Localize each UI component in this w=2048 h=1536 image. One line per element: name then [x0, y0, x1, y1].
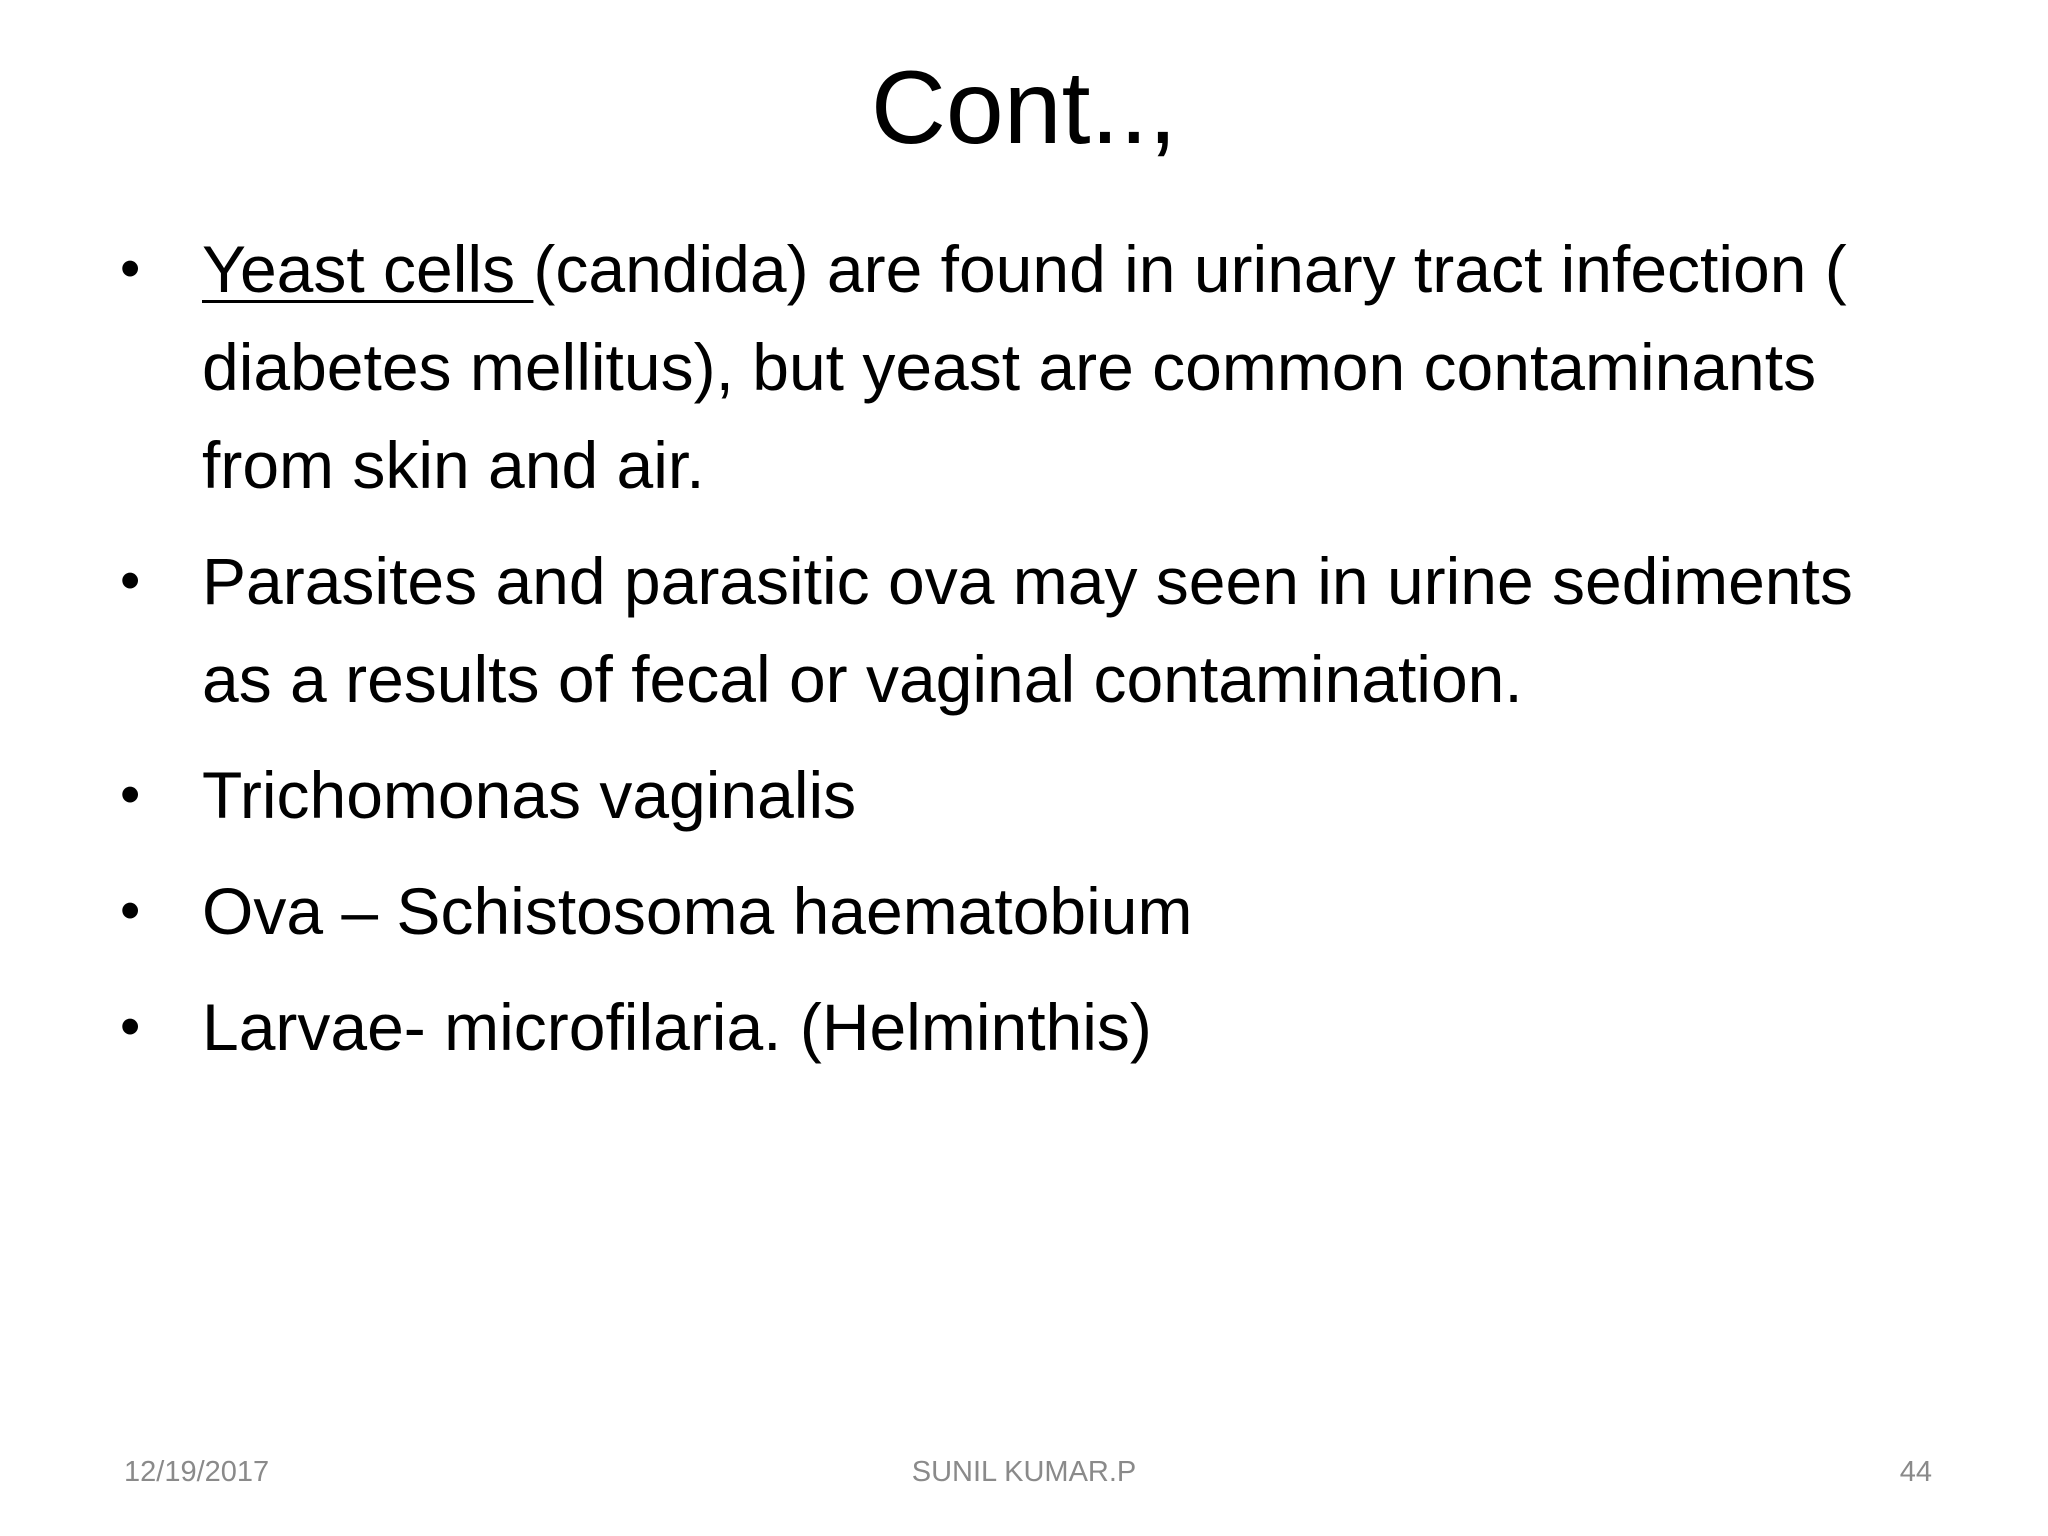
bullet-icon: • [120, 762, 141, 827]
bullet-text: Larvae- microfilaria. (Helminthis) [202, 990, 1152, 1064]
bullet-item-ova [120, 862, 1920, 960]
slide-title: Cont.., [870, 50, 1178, 166]
bullet-list [120, 220, 1920, 1094]
footer-date: 12/19/2017 [124, 1456, 270, 1488]
bullet-item-yeast-cells [120, 220, 1920, 514]
bullet-text: Ova – Schistosoma haematobium [202, 874, 1193, 948]
bullet-icon: • [120, 548, 141, 613]
bullet-item-trichomonas [120, 746, 1920, 844]
bullet-icon: • [120, 994, 141, 1059]
bullet-icon: • [120, 236, 141, 301]
bullet-item-parasites [120, 532, 1920, 728]
bullet-item-larvae [120, 978, 1920, 1076]
underlined-term: Yeast cells [202, 232, 534, 306]
bullet-text: Parasites and parasitic ova may seen in urine sediments as a results of fecal or vaginal contamination. [202, 544, 1853, 716]
footer-author: SUNIL KUMAR.P [911, 1456, 1137, 1488]
bullet-icon: • [120, 878, 141, 943]
footer-page-number: 44 [1899, 1456, 1932, 1488]
bullet-text: (candida) are found in urinary tract infection ( diabetes mellitus), but yeast are common contaminants from skin and air. [202, 232, 1847, 502]
bullet-text: Trichomonas vaginalis [202, 758, 857, 832]
